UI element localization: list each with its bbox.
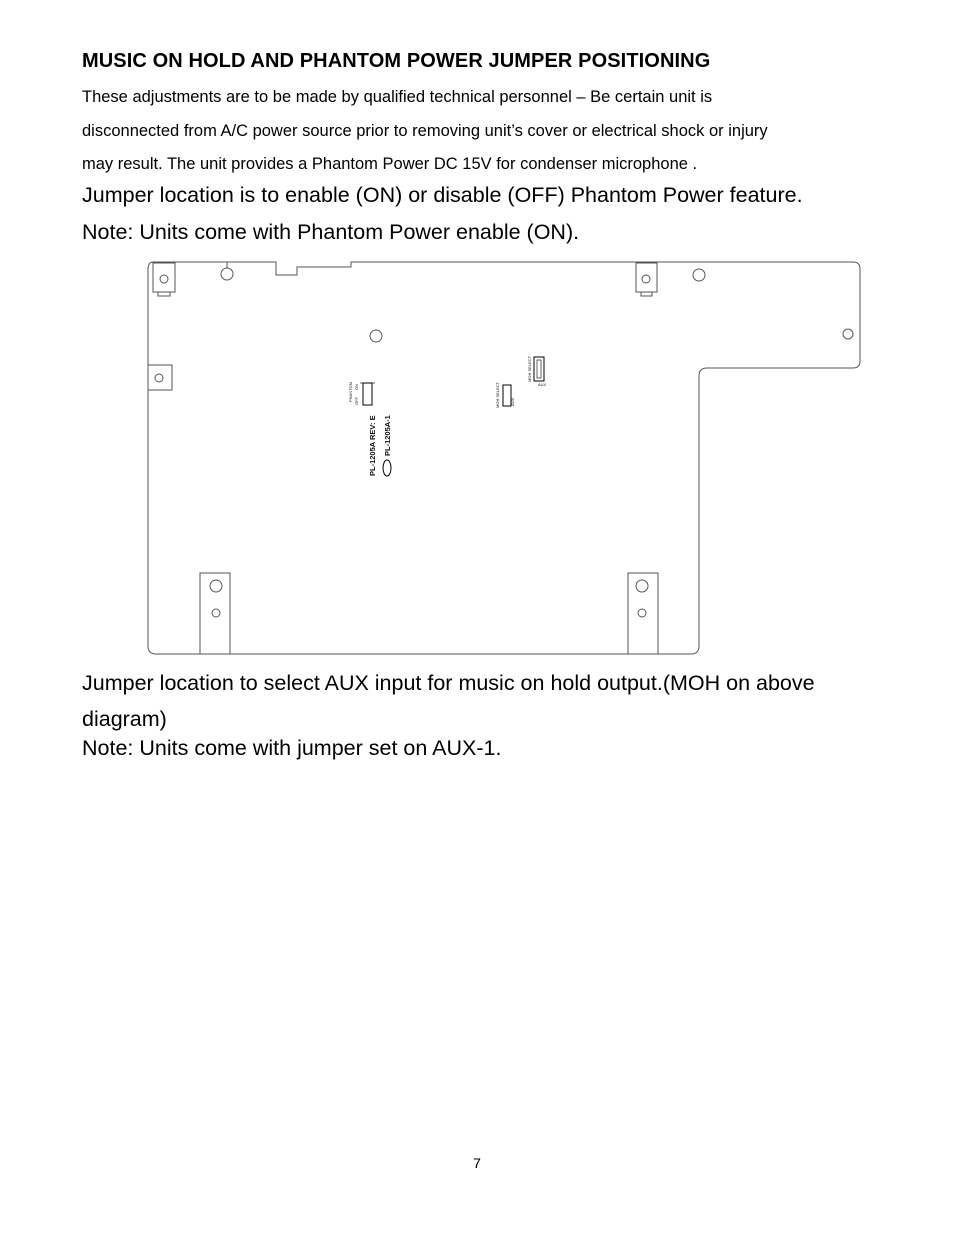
phantom-on-label: ON — [354, 384, 359, 390]
phantom-label: PHANTOM — [348, 382, 353, 402]
moh-jumper-2 — [534, 357, 544, 381]
page-heading: MUSIC ON HOLD AND PHANTOM POWER JUMPER POSITIONING — [82, 50, 711, 72]
mount-hole — [843, 329, 853, 339]
mount-hole — [221, 268, 233, 280]
moh-note: Note: Units come with jumper set on AUX-1. — [82, 736, 502, 760]
standoff-bottom-right — [628, 573, 658, 654]
phantom-instruction: Jumper location is to enable (ON) or disable (OFF) Phantom Power feature. — [82, 183, 803, 207]
mount-hole — [370, 330, 382, 342]
phantom-jumper — [360, 383, 375, 405]
page-number: 7 — [473, 1155, 481, 1171]
moh-aux-label-2: AUX — [538, 382, 547, 387]
board-outline — [148, 262, 860, 654]
phantom-note: Note: Units come with Phantom Power enable (ON). — [82, 220, 580, 244]
mount-tab-top-left — [153, 263, 175, 296]
moh-select-label-1: MOH SELECT — [495, 381, 500, 408]
moh-instruction-line-1: Jumper location to select AUX input for music on hold output.(MOH on above — [82, 671, 815, 695]
standoff-bottom-left — [200, 573, 230, 654]
circuit-board-diagram — [145, 258, 865, 658]
moh-aux-label-1: AUX — [510, 397, 515, 406]
mount-tab-left — [148, 365, 172, 390]
intro-line-3: may result. The unit provides a Phantom Power DC 15V for condenser microphone . — [82, 155, 698, 173]
moh-select-label-2: MOH SELECT — [527, 355, 532, 382]
mount-tab-top-right — [636, 263, 657, 296]
intro-line-1: These adjustments are to be made by qualified technical personnel – Be certain unit is — [82, 88, 713, 106]
logo-mark — [383, 460, 391, 476]
board-label-model: PL-1205A-1 — [383, 415, 392, 456]
mount-hole — [693, 269, 705, 281]
phantom-off-label: OFF — [354, 397, 359, 405]
intro-line-2: disconnected from A/C power source prior to removing unit’s cover or electrical shock or injury — [82, 122, 768, 140]
moh-instruction-line-2: diagram) — [82, 707, 167, 731]
board-label-rev: PL-1205A REV: E — [368, 415, 377, 476]
